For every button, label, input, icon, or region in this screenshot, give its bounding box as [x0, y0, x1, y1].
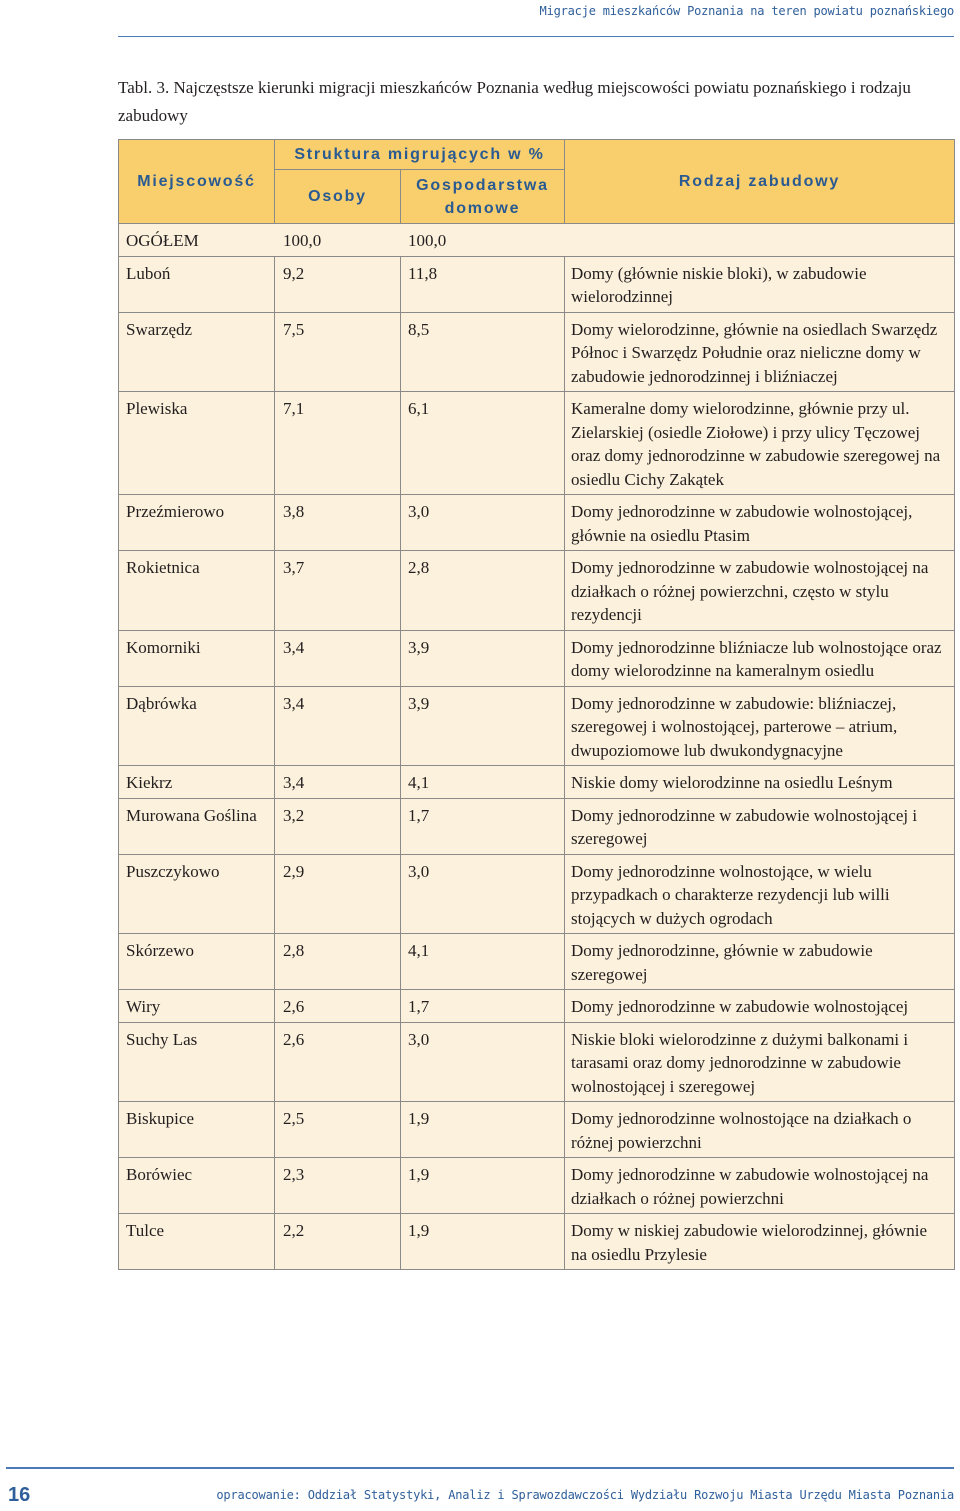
persons-cell: 2,9 — [275, 854, 401, 934]
header-structure: Struktura migrujących w % — [275, 140, 565, 170]
footer-credit: opracowanie: Oddział Statystyki, Analiz i Sprawozdawczości Wydziału Rozwoju Miasta Urzędu Miasta Poznania — [216, 1488, 954, 1502]
building-type-cell: Domy jednorodzinne wolnostojące na działkach o różnej powierzchni — [565, 1102, 955, 1158]
place-cell: Wiry — [119, 990, 275, 1023]
table-row — [119, 256, 955, 312]
place-cell: Dąbrówka — [119, 686, 275, 766]
place-cell: Puszczykowo — [119, 854, 275, 934]
table-row — [119, 630, 955, 686]
households-cell: 1,7 — [401, 990, 565, 1023]
page-number: 16 — [8, 1484, 31, 1506]
place-cell: Tulce — [119, 1214, 275, 1270]
total-persons: 100,0 — [275, 224, 401, 257]
table-row — [119, 1102, 955, 1158]
households-cell: 4,1 — [401, 934, 565, 990]
total-households: 100,0 — [401, 224, 565, 257]
building-type-cell: Domy (głównie niskie bloki), w zabudowie wielorodzinnej — [565, 256, 955, 312]
persons-cell: 2,6 — [275, 990, 401, 1023]
table-row — [119, 1214, 955, 1270]
table-row — [119, 392, 955, 495]
households-cell: 3,9 — [401, 630, 565, 686]
migration-table — [118, 139, 955, 1270]
households-cell: 3,0 — [401, 854, 565, 934]
header-building-type: Rodzaj zabudowy — [565, 140, 955, 224]
table-caption: Tabl. 3. Najczęstsze kierunki migracji mieszkańców Poznania według miejscowości powiatu poznańskiego i rodzaju zabudowy — [118, 78, 911, 125]
table-row — [119, 312, 955, 392]
persons-cell: 3,4 — [275, 630, 401, 686]
persons-cell: 3,2 — [275, 798, 401, 854]
households-cell: 1,7 — [401, 798, 565, 854]
building-type-cell: Domy jednorodzinne bliźniacze lub wolnostojące oraz domy wielorodzinne na kameralnym osiedlu — [565, 630, 955, 686]
building-type-cell: Domy jednorodzinne wolnostojące, w wielu przypadkach o charakterze rezydencji lub willi stojących w dużych ogrodach — [565, 854, 955, 934]
header-households: Gospodarstwa domowe — [401, 170, 565, 224]
table-row — [119, 1158, 955, 1214]
persons-cell: 9,2 — [275, 256, 401, 312]
persons-cell: 2,5 — [275, 1102, 401, 1158]
persons-cell: 7,1 — [275, 392, 401, 495]
building-type-cell: Domy jednorodzinne w zabudowie: bliźniaczej, szeregowej i wolnostojącej, parterowe – atrium, dwupoziomowe lub dwukondygnacyjne — [565, 686, 955, 766]
place-cell: Przeźmierowo — [119, 495, 275, 551]
table-row — [119, 766, 955, 799]
households-cell: 3,0 — [401, 1022, 565, 1102]
persons-cell: 7,5 — [275, 312, 401, 392]
building-type-cell: Niskie bloki wielorodzinne z dużymi balkonami i tarasami oraz domy jednorodzinne w zabudowie wolnostojącej i szeregowej — [565, 1022, 955, 1102]
total-place: OGÓŁEM — [119, 224, 275, 257]
households-cell: 2,8 — [401, 551, 565, 631]
running-header: Migracje mieszkańców Poznania na teren powiatu poznańskiego — [539, 4, 954, 18]
footer-divider — [6, 1467, 954, 1469]
households-cell: 3,9 — [401, 686, 565, 766]
households-cell: 1,9 — [401, 1214, 565, 1270]
place-cell: Komorniki — [119, 630, 275, 686]
persons-cell: 2,2 — [275, 1214, 401, 1270]
building-type-cell: Domy wielorodzinne, głównie na osiedlach Swarzędz Północ i Swarzędz Południe oraz nieliczne domy w zabudowie jednorodzinnej i bliźniaczej — [565, 312, 955, 392]
place-cell: Luboń — [119, 256, 275, 312]
households-cell: 11,8 — [401, 256, 565, 312]
table-row — [119, 1022, 955, 1102]
table-row — [119, 854, 955, 934]
total-row — [119, 224, 955, 257]
table-row — [119, 990, 955, 1023]
building-type-cell: Domy w niskiej zabudowie wielorodzinnej, głównie na osiedlu Przylesie — [565, 1214, 955, 1270]
place-cell: Plewiska — [119, 392, 275, 495]
table-row — [119, 495, 955, 551]
total-building — [565, 224, 955, 257]
persons-cell: 2,8 — [275, 934, 401, 990]
building-type-cell: Domy jednorodzinne w zabudowie wolnostojącej na działkach o różnej powierzchni, często w stylu rezydencji — [565, 551, 955, 631]
place-cell: Skórzewo — [119, 934, 275, 990]
building-type-cell: Domy jednorodzinne w zabudowie wolnostojącej — [565, 990, 955, 1023]
place-cell: Borówiec — [119, 1158, 275, 1214]
header-persons: Osoby — [275, 170, 401, 224]
households-cell: 3,0 — [401, 495, 565, 551]
building-type-cell: Domy jednorodzinne w zabudowie wolnostojącej i szeregowej — [565, 798, 955, 854]
place-cell: Rokietnica — [119, 551, 275, 631]
households-cell: 1,9 — [401, 1158, 565, 1214]
persons-cell: 3,4 — [275, 686, 401, 766]
building-type-cell: Domy jednorodzinne, głównie w zabudowie szeregowej — [565, 934, 955, 990]
persons-cell: 2,3 — [275, 1158, 401, 1214]
households-cell: 6,1 — [401, 392, 565, 495]
persons-cell: 3,4 — [275, 766, 401, 799]
building-type-cell: Niskie domy wielorodzinne na osiedlu Leśnym — [565, 766, 955, 799]
households-cell: 1,9 — [401, 1102, 565, 1158]
place-cell: Kiekrz — [119, 766, 275, 799]
building-type-cell: Kameralne domy wielorodzinne, głównie przy ul. Zielarskiej (osiedle Ziołowe) i przy ulicy Tęczowej oraz domy jednorodzinne w zabudowie szeregowej na osiedlu Cichy Zakątek — [565, 392, 955, 495]
header-divider — [118, 36, 954, 37]
table-row — [119, 934, 955, 990]
place-cell: Suchy Las — [119, 1022, 275, 1102]
building-type-cell: Domy jednorodzinne w zabudowie wolnostojącej na działkach o różnej powierzchni — [565, 1158, 955, 1214]
building-type-cell: Domy jednorodzinne w zabudowie wolnostojącej, głównie na osiedlu Ptasim — [565, 495, 955, 551]
table-row — [119, 551, 955, 631]
place-cell: Swarzędz — [119, 312, 275, 392]
table-row — [119, 686, 955, 766]
place-cell: Biskupice — [119, 1102, 275, 1158]
persons-cell: 2,6 — [275, 1022, 401, 1102]
header-place: Miejscowość — [119, 140, 275, 224]
table-row — [119, 798, 955, 854]
persons-cell: 3,7 — [275, 551, 401, 631]
households-cell: 8,5 — [401, 312, 565, 392]
persons-cell: 3,8 — [275, 495, 401, 551]
place-cell: Murowana Goślina — [119, 798, 275, 854]
households-cell: 4,1 — [401, 766, 565, 799]
